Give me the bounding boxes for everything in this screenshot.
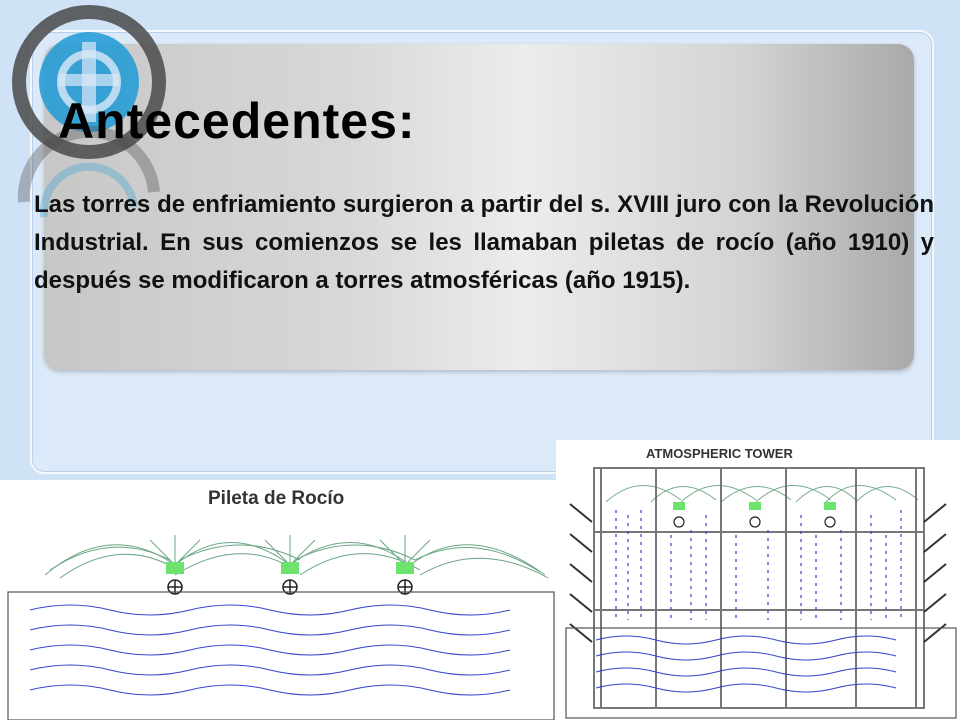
atmospheric-tower-figure — [556, 440, 960, 720]
atmospheric-tower-title: ATMOSPHERIC TOWER — [646, 446, 793, 461]
spray-pond-diagram — [0, 480, 556, 720]
spray-pond-figure — [0, 480, 556, 720]
spray-nozzle-icon — [673, 502, 836, 527]
page-title: Antecedentes: — [58, 93, 416, 149]
atmospheric-tower-diagram — [556, 440, 960, 720]
body-paragraph: Las torres de enfriamiento surgieron a partir del s. XVIII juro con la Revolución Industrial. En sus comienzos se les llamaban piletas de rocío (año 1910) y después se modificaron a torres atmosféricas (año 1915). — [34, 191, 934, 294]
spray-pond-title: Pileta de Rocío — [208, 488, 345, 509]
spray-nozzle-icon — [166, 562, 414, 594]
